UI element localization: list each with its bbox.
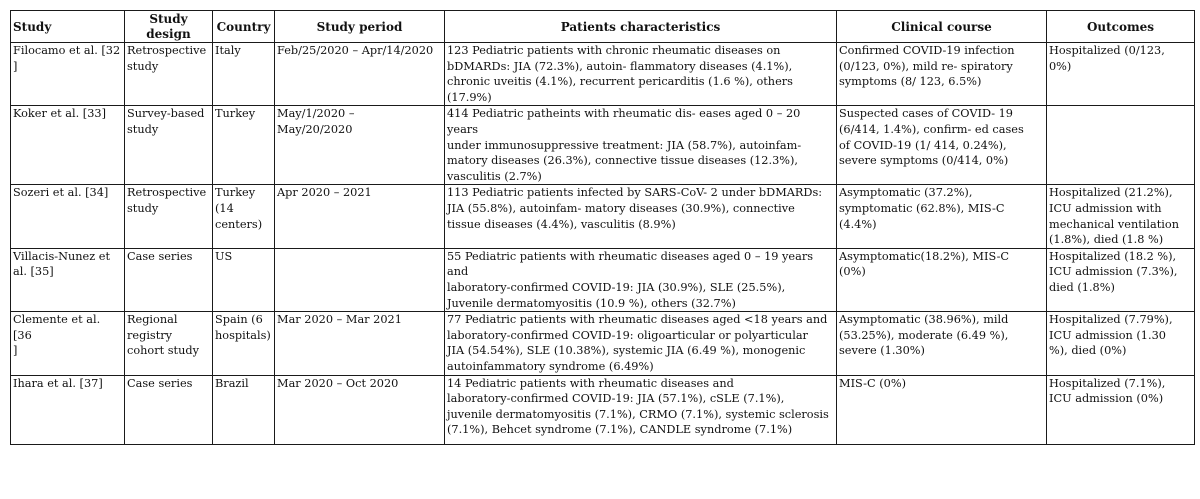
- cell-study-period: May/1/2020 – May/20/2020: [275, 106, 445, 185]
- cell-study-design: Case series: [125, 375, 213, 444]
- cell-patients-characteristics: 414 Pediatric patheints with rheumatic dis- eases aged 0 – 20 years under immunosuppressive treatment: JIA (58.7%), autoinfam- matory diseases (26.3%), connective tissue diseases (12.3%), vasculitis (2.7%): [445, 106, 837, 185]
- header-clinical-course: Clinical course: [837, 11, 1047, 43]
- cell-study-period: Mar 2020 – Mar 2021: [275, 312, 445, 375]
- cell-outcomes: Hospitalized (18.2 %), ICU admission (7.3%), died (1.8%): [1047, 248, 1195, 311]
- cell-patients-characteristics: 14 Pediatric patients with rheumatic diseases and laboratory-confirmed COVID-19: JIA (57.1%), cSLE (7.1%), juvenile dermatomyositis (7.1%), CRMO (7.1%), systemic sclerosis (7.1%), Behcet syndrome (7.1%), CANDLE syndrome (7.1%): [445, 375, 837, 444]
- header-study-period: Study period: [275, 11, 445, 43]
- cell-study: Sozeri et al. [34]: [11, 185, 125, 248]
- cell-clinical-course: Suspected cases of COVID- 19 (6/414, 1.4%), confirm- ed cases of COVID-19 (1/ 414, 0.24%), severe symptoms (0/414, 0%): [837, 106, 1047, 185]
- header-row: [11, 11, 1195, 43]
- cell-study-design: Case series: [125, 248, 213, 311]
- cell-clinical-course: Confirmed COVID-19 infection (0/123, 0%), mild re- spiratory symptoms (8/ 123, 6.5%): [837, 43, 1047, 106]
- cell-study: Ihara et al. [37]: [11, 375, 125, 444]
- header-outcomes: Outcomes: [1047, 11, 1195, 43]
- table-row: [11, 375, 1195, 444]
- cell-outcomes: Hospitalized (7.1%), ICU admission (0%): [1047, 375, 1195, 444]
- cell-study-design: Regional registry cohort study: [125, 312, 213, 375]
- table-row: [11, 43, 1195, 106]
- table-row: [11, 185, 1195, 248]
- cell-study: Clemente et al. [36 ]: [11, 312, 125, 375]
- cell-country: Turkey: [213, 106, 275, 185]
- cell-study-period: Apr 2020 – 2021: [275, 185, 445, 248]
- table-row: [11, 248, 1195, 311]
- cell-country: Italy: [213, 43, 275, 106]
- cell-study-period: Feb/25/2020 – Apr/14/2020: [275, 43, 445, 106]
- cell-country: Spain (6 hospitals): [213, 312, 275, 375]
- cell-patients-characteristics: 55 Pediatric patients with rheumatic diseases aged 0 – 19 years and laboratory-confirmed COVID-19: JIA (30.9%), SLE (25.5%), Juvenile dermatomyositis (10.9 %), others (32.7%): [445, 248, 837, 311]
- header-country: Country: [213, 11, 275, 43]
- cell-country: Turkey (14 centers): [213, 185, 275, 248]
- cell-study-design: Retrospective study: [125, 43, 213, 106]
- cell-study: Villacis-Nunez et al. [35]: [11, 248, 125, 311]
- cell-clinical-course: Asymptomatic(18.2%), MIS-C (0%): [837, 248, 1047, 311]
- header-study-design: Study design: [125, 11, 213, 43]
- cell-clinical-course: Asymptomatic (37.2%), symptomatic (62.8%), MIS-C (4.4%): [837, 185, 1047, 248]
- cell-country: US: [213, 248, 275, 311]
- cell-clinical-course: Asymptomatic (38.96%), mild (53.25%), moderate (6.49 %), severe (1.30%): [837, 312, 1047, 375]
- header-study: Study: [11, 11, 125, 43]
- cell-study: Filocamo et al. [32 ]: [11, 43, 125, 106]
- cell-study-design: Retrospective study: [125, 185, 213, 248]
- cell-study: Koker et al. [33]: [11, 106, 125, 185]
- cell-outcomes: Hospitalized (21.2%), ICU admission with mechanical ventilation (1.8%), died (1.8 %): [1047, 185, 1195, 248]
- cell-country: Brazil: [213, 375, 275, 444]
- cell-patients-characteristics: 123 Pediatric patients with chronic rheumatic diseases on bDMARDs: JIA (72.3%), autoin- flammatory diseases (4.1%), chronic uveitis (4.1%), recurrent pericarditis (1.6 %), others (17.9%): [445, 43, 837, 106]
- cell-patients-characteristics: 113 Pediatric patients infected by SARS-CoV- 2 under bDMARDs: JIA (55.8%), autoinfam- matory diseases (30.9%), connective tissue diseases (4.4%), vasculitis (8.9%): [445, 185, 837, 248]
- cell-outcomes: Hospitalized (0/123, 0%): [1047, 43, 1195, 106]
- cell-clinical-course: MIS-C (0%): [837, 375, 1047, 444]
- header-patients-characteristics: Patients characteristics: [445, 11, 837, 43]
- cell-study-period: Mar 2020 – Oct 2020: [275, 375, 445, 444]
- cell-study-period: [275, 248, 445, 311]
- cell-study-design: Survey-based study: [125, 106, 213, 185]
- cell-outcomes: [1047, 106, 1195, 185]
- cell-outcomes: Hospitalized (7.79%), ICU admission (1.30 %), died (0%): [1047, 312, 1195, 375]
- table-row: [11, 312, 1195, 375]
- table-row: [11, 106, 1195, 185]
- study-table: [10, 10, 1195, 445]
- cell-patients-characteristics: 77 Pediatric patients with rheumatic diseases aged <18 years and laboratory-confirmed COVID-19: oligoarticular or polyarticular JIA (54.54%), SLE (10.38%), systemic JIA (6.49 %), monogenic autoinfammatory syndrome (6.49%): [445, 312, 837, 375]
- study-table-container: [10, 10, 1194, 445]
